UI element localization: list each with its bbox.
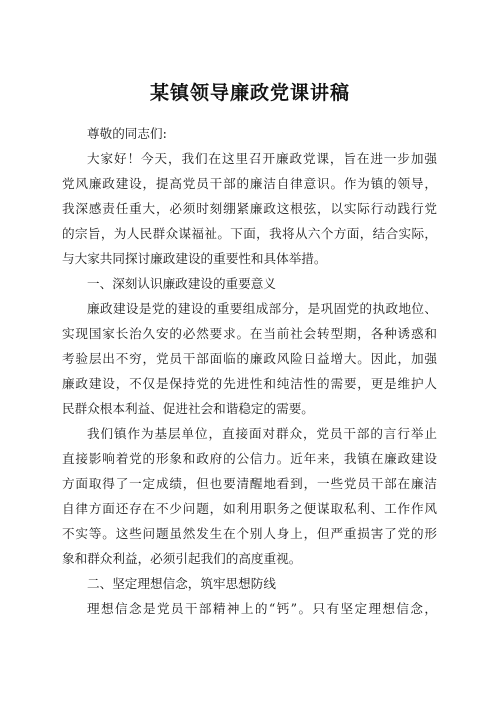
text-line: 民群众根本利益、促进社会和谐稳定的需要。 [62, 401, 314, 416]
text-line: 与大家共同探讨廉政建设的重要性和具体举措。 [62, 251, 327, 266]
text-line: 廉政建设，不仅是保持党的先进性和纯洁性的需要，更是维护人 [62, 376, 437, 391]
text-line: 实现国家长治久安的必然要求。在当前社会转型期，各种诱惑和 [62, 326, 437, 341]
text-line: 党风廉政建设，提高党员干部的廉洁自律意识。作为镇的领导， [62, 176, 437, 191]
text-line: 自律方面还存在不少问题，如利用职务之便谋取私利、工作作风 [62, 501, 437, 516]
text-line: 理想信念是党员干部精神上的“钙”。只有坚定理想信念， [87, 601, 437, 616]
text-line: 考验层出不穷，党员干部面临的廉政风险日益增大。因此，加强 [62, 351, 437, 366]
text-line: 的宗旨，为人民群众谋福祉。下面，我将从六个方面，结合实际， [62, 226, 437, 241]
text-line: 方面取得了一定成绩，但也要清醒地看到，一些党员干部在廉洁 [62, 476, 437, 491]
text-line: 二、坚定理想信念，筑牢思想防线 [87, 576, 276, 591]
text-line: 象和群众利益，必须引起我们的高度重视。 [62, 551, 302, 566]
text-line: 不实等。这些问题虽然发生在个别人身上，但严重损害了党的形 [62, 526, 437, 541]
text-line: 我深感责任重大，必须时刻绷紧廉政这根弦，以实际行动践行党 [62, 201, 437, 216]
document-title: 某镇领导廉政党课讲稿 [149, 82, 350, 104]
document-body [62, 121, 437, 621]
text-line: 我们镇作为基层单位，直接面对群众，党员干部的言行举止 [87, 426, 437, 441]
text-line: 大家好！今天，我们在这里召开廉政党课，旨在进一步加强 [87, 151, 437, 166]
text-line: 廉政建设是党的建设的重要组成部分，是巩固党的执政地位、 [87, 301, 437, 316]
text-line: 尊敬的同志们: [87, 126, 167, 141]
text-line: 直接影响着党的形象和政府的公信力。近年来，我镇在廉政建设 [62, 451, 437, 466]
text-line: 一、深刻认识廉政建设的重要意义 [87, 276, 276, 291]
